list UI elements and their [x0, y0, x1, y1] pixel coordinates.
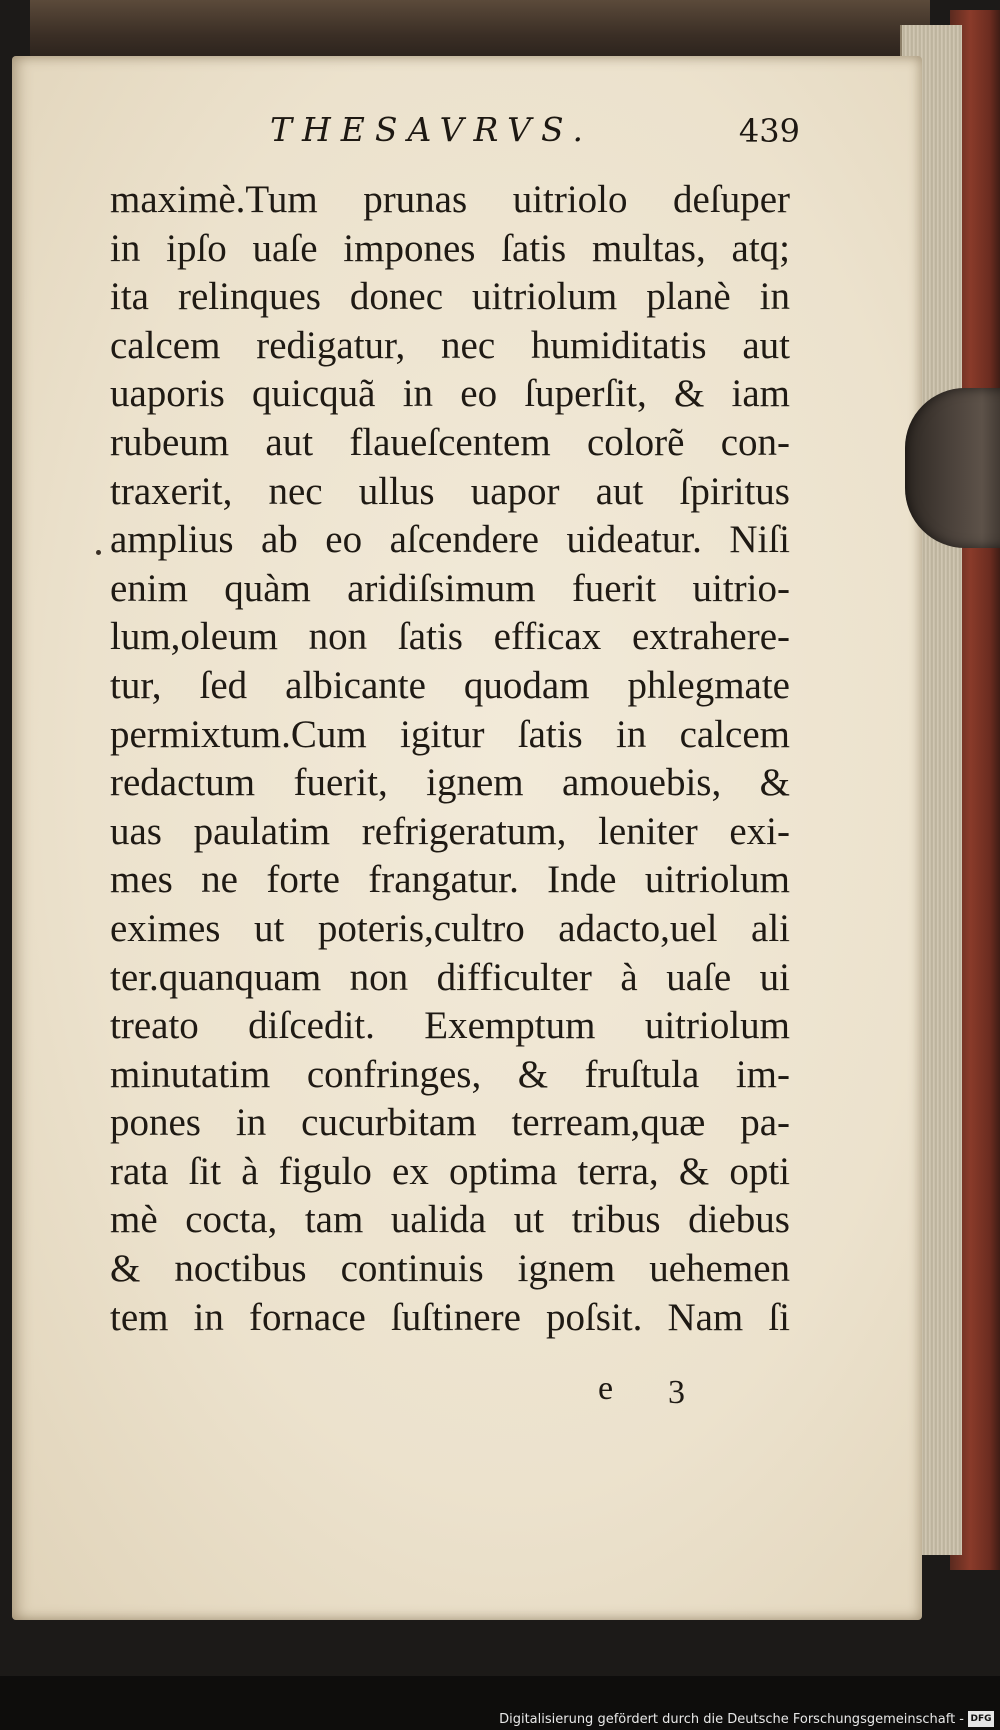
- page-number: 439: [738, 112, 800, 150]
- text-line: amplius ab eo aſcendere uideatur. Niſi: [110, 518, 790, 562]
- text-line: treato diſcedit. Exemptum uitriolum: [110, 1004, 790, 1048]
- running-head: [270, 110, 800, 166]
- ink-speck: [96, 550, 101, 555]
- text-line: redactum fuerit, ignem amouebis, &: [110, 761, 790, 805]
- text-line: rubeum aut flaueſcentem colorẽ con-: [110, 420, 790, 464]
- text-line: lum,oleum non ſatis efficax extrahere-: [110, 615, 790, 659]
- text-line: calcem redigatur, nec humiditatis aut: [110, 323, 790, 367]
- text-line: ita relinques donec uitriolum planè in: [110, 275, 790, 319]
- running-head-title: THESAVRVS.: [270, 110, 593, 149]
- text-line: tur, ſed albicante quodam phlegmate: [110, 663, 790, 707]
- book-top-edge: [30, 0, 930, 60]
- text-line: eximes ut poteris,cultro adacto,uel ali: [110, 906, 790, 950]
- text-line: uas paulatim refrigeratum, leniter exi-: [110, 809, 790, 853]
- text-line: traxerit, nec ullus uapor aut ſpiritus: [110, 469, 790, 513]
- text-line: maximè.Tum prunas uitriolo deſuper: [110, 178, 790, 221]
- text-line: mes ne forte frangatur. Inde uitriolum: [110, 858, 790, 902]
- text-line: ter.quanquam non difficulter à uaſe ui: [110, 955, 790, 999]
- text-line: & noctibus continuis ignem uehemen: [110, 1247, 790, 1291]
- text-line: enim quàm aridiſsimum fuerit uitrio-: [110, 566, 790, 610]
- book-clasp: [905, 388, 1000, 548]
- text-line: pones in cucurbitam terream,quæ pa-: [110, 1101, 790, 1145]
- signature-number: 3: [668, 1374, 685, 1411]
- text-line: mè cocta, tam ualida ut tribus diebus: [110, 1198, 790, 1242]
- text-line: tem in fornace ſuſtinere poſsit. Nam ſi: [110, 1295, 790, 1339]
- text-line: permixtum.Cum igitur ſatis in calcem: [110, 712, 790, 756]
- signature-mark: [598, 1370, 738, 1420]
- body-text: [110, 176, 790, 1342]
- funding-credit: Digitalisierung gefördert durch die Deutsche Forschungsgemeinschaft -: [499, 1712, 964, 1727]
- text-line: rata ſit à figulo ex optima terra, & opti: [110, 1149, 790, 1193]
- text-line: minutatim confringes, & fruſtula im-: [110, 1052, 790, 1096]
- text-line: uaporis quicquã in eo ſuperſit, & iam: [110, 372, 790, 416]
- text-line: in ipſo uaſe impones ſatis multas, atq;: [110, 226, 790, 270]
- dfg-logo: DFG: [968, 1711, 994, 1727]
- signature-letter: e: [598, 1370, 614, 1407]
